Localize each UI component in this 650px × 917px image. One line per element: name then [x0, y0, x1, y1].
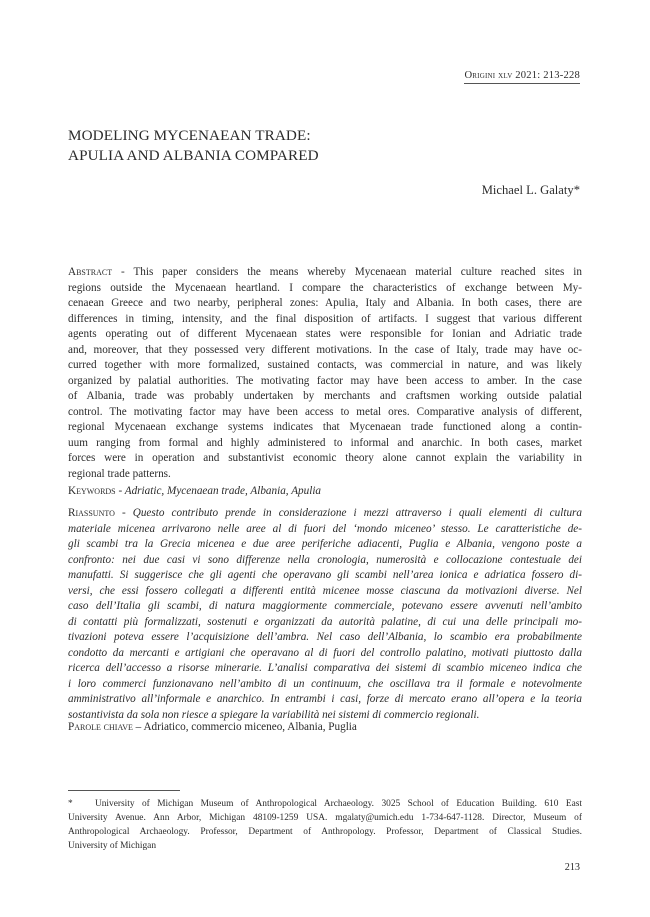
abstract-line: - This paper considers the means whereby Mycenaean material culture reached sites in [112, 266, 582, 278]
footnote-line: * University of Michigan Museum of Anthropological Archaeology. 3025 School of Education Building. 610 East [68, 799, 582, 809]
title-line: MODELING MYCENAEAN TRADE: [68, 127, 311, 144]
parole-chiave-text: – Adriatico, commercio miceneo, Albania, Puglia [132, 721, 357, 733]
page-number: 213 [564, 862, 580, 873]
riassunto-line: manufatti. Si suggerisce che gli agenti che operavano gli scambi nell’area ionica e adriatica fossero di- [68, 569, 582, 581]
author-name: Michael L. Galaty* [481, 183, 580, 197]
riassunto-line: materiale micenea arrivarono nelle aree al di fuori del ‘mondo miceneo’ stesso. Le caratteristiche de- [68, 522, 582, 535]
riassunto-line: sostantivista da sola non riesce a spiegare la variabilità nei sistemi di commercio regionali. [68, 708, 480, 721]
riassunto-label: Riassunto [68, 507, 115, 519]
abstract-line: differences in timing, intensity, and the final disposition of artifacts. I suggest that various different [68, 312, 582, 325]
riassunto-line: - Questo contributo prende in considerazione i mezzi attraverso i quali elementi di cultura [114, 507, 582, 519]
abstract-label: Abstract [68, 266, 113, 278]
title-line: APULIA AND ALBANIA COMPARED [68, 147, 319, 164]
abstract-line: agents operating out of different Mycenaean states were responsible for Ionian and Adriatic trade [68, 328, 582, 340]
riassunto-line: gli scambi tra la Grecia micenea e due aree periferiche adiacenti, Puglia e Albania, vengono poste a [68, 538, 582, 550]
riassunto-line: tivazioni poteva essere l’acquisizione dell’ambra. Nel caso dell’Albania, lo scambio era probabilmente [68, 631, 582, 643]
abstract-line: regions outside the Mycenaean heartland. I compare the characteristics of exchange between My- [68, 281, 582, 294]
abstract-line: and, moreover, that they possessed very different motivations. In the case of Italy, trade may have oc- [68, 343, 582, 356]
riassunto [68, 506, 582, 723]
footnote-divider [68, 790, 180, 791]
abstract-line: regional trade patterns. [68, 467, 171, 480]
footnote-line: University of Michigan [68, 841, 157, 851]
abstract [68, 265, 582, 482]
riassunto-line: condotto da mercanti e artigiani che operavano al di fuori del controllo palatino, motivati piuttosto dalla [68, 646, 582, 659]
abstract-line: of Albania, trade was probably undertaken by merchants and craftsmen working outside palatial [68, 390, 582, 402]
keywords-text: - Adriatic, Mycenaean trade, Albania, Apulia [115, 485, 322, 497]
abstract-line: control. The motivating factor may have been access to metal ores. Comparative analysis of different, [68, 405, 582, 418]
abstract-line: curred together with more formalized, sustained contacts, was commercial in nature, and was likely [68, 359, 582, 371]
riassunto-line: versi, che essi fossero collegati a differenti entità micenee mosse ciascuna da motivazioni diverse. Nel [68, 584, 582, 597]
running-head: Origini xlv 2021: 213-228 [464, 70, 580, 84]
riassunto-line: i loro commerci funzionavano nell’ambito di un continuum, che oscillava tra il formale e notevolmente [68, 677, 582, 690]
abstract-line: forces were in operation and substantivist economic theory alone cannot explain the variability in [68, 452, 582, 464]
abstract-line: regional Mycenaean exchange systems indicates that Mycenaean trade functioned along a contin- [68, 421, 582, 433]
riassunto-line: caso dell’Italia gli scambi, di natura maggiormente commerciale, potevano essere avvenuti nell’ambito [68, 600, 582, 612]
riassunto-line: amministrativo all’informale e anarchico. In entrambi i casi, forze di mercato erano all’opera e la teoria [68, 693, 582, 705]
parole-chiave [68, 720, 582, 736]
keywords-label: Keywords [68, 485, 116, 497]
article-title [68, 126, 568, 166]
footnote-line: University Avenue. Ann Arbor, Michigan 48109-1259 USA. mgalaty@umich.edu 1-734-647-1128. Director, Museum of [68, 813, 582, 823]
abstract-line: uum ranging from formal and highly administered to informal and anarchic. In both cases, market [68, 436, 582, 449]
footnote [68, 797, 582, 853]
keywords [68, 484, 582, 500]
riassunto-line: di contatti più formalizzati, sostenuti e organizzati da autorità palatine, di cui una delle principali mo- [68, 615, 582, 628]
riassunto-line: ricerca dell’accesso a risorse minerarie. L’analisi comparativa dei sistemi di scambio miceneo indica che [68, 662, 582, 674]
parole-chiave-label: Parole chiave [68, 721, 133, 733]
abstract-line: organized by palatial authorities. The motivating factor may have been access to amber. In the case [68, 374, 582, 387]
abstract-line: cenaean Greece and two nearby, peripheral zones: Apulia, Italy and Albania. In both cases, there are [68, 297, 582, 309]
footnote-line: Anthropological Archaeology. Professor, Department of Anthropology. Professor, Department of Classical Studies. [68, 827, 582, 837]
riassunto-line: confronto: nei due casi vi sono differenze nella cronologia, numerosità e collocazione contestuale dei [68, 553, 582, 566]
